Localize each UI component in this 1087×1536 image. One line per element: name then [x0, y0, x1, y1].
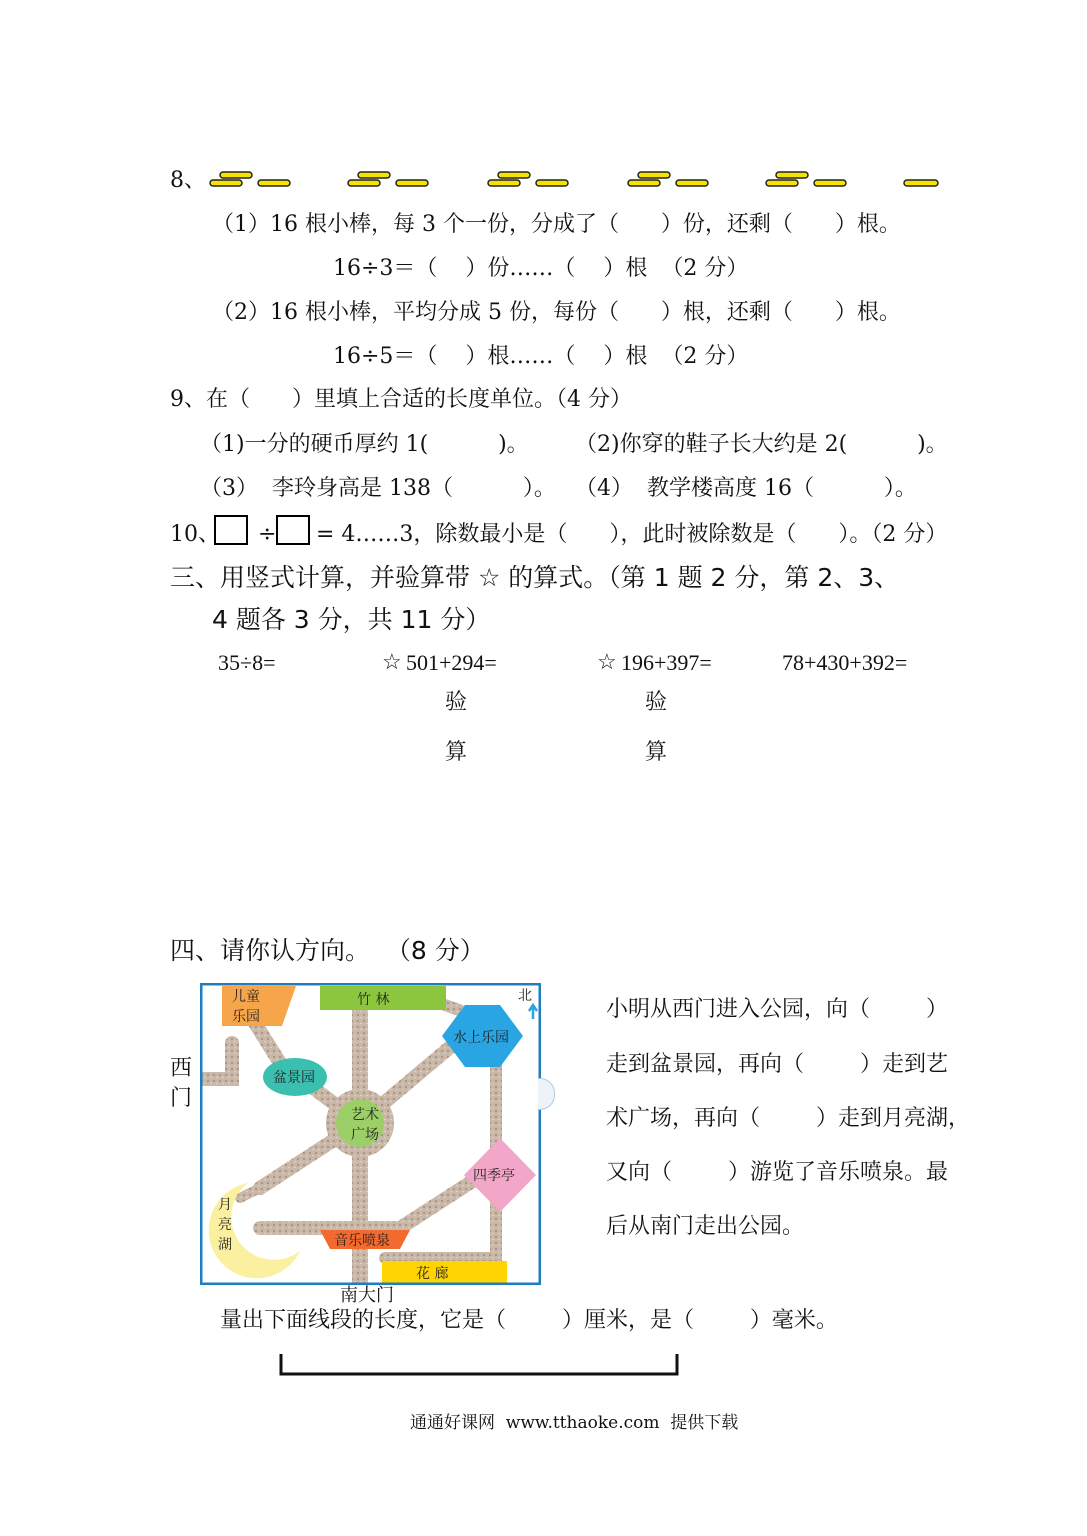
- q10-number: 10、: [170, 522, 220, 547]
- stick-group: [210, 172, 290, 186]
- section3-title-line2: 4 题各 3 分，共 11 分）: [212, 605, 491, 634]
- moon-lake-label: 月: [218, 1197, 232, 1213]
- q8-part2-equation: 16÷5＝（ ）根……（ ）根 （2 分）: [333, 344, 749, 369]
- west-gate-label: 西: [170, 1056, 193, 1081]
- fountain-label: 音乐喷泉: [334, 1233, 390, 1249]
- bamboo-label: 竹 林: [357, 992, 390, 1008]
- q8-part1: （1）16 根小棒，每 3 个一份，分成了（ ）份，还剩（ ）根。: [212, 212, 901, 237]
- q9-item-3: （3） 李玲身高是 138（ ）。: [200, 476, 556, 501]
- q9-item-2: （2)你穿的鞋子长大约是 2( )。: [575, 432, 948, 457]
- art-plaza-label: 广场: [351, 1127, 379, 1143]
- check-label: 验: [645, 690, 668, 715]
- q9-item-4: （4） 教学楼高度 16（ ）。: [575, 476, 917, 501]
- story-line: 小明从西门进入公园，向（ ）: [606, 997, 948, 1022]
- star-icon: ☆: [597, 650, 617, 675]
- footer-credit: 通通好课网 www.tthaoke.com 提供下载: [410, 1413, 739, 1433]
- park-map: [200, 983, 541, 1285]
- story-line: 走到盆景园，再向（ ）走到艺: [606, 1052, 948, 1077]
- division-sign: ÷: [258, 522, 277, 547]
- map-edge-decoration: [538, 1078, 555, 1110]
- moon-lake-label: 湖: [218, 1237, 232, 1253]
- measure-segment: [278, 1352, 682, 1378]
- problem-3: 196+397=: [621, 650, 712, 675]
- star-icon: ☆: [382, 650, 402, 675]
- single-stick: [904, 180, 938, 186]
- check-label: 算: [445, 740, 468, 765]
- q9-stem: 9、在（ ）里填上合适的长度单位。（4 分）: [170, 387, 632, 412]
- problem-2: 501+294=: [406, 650, 497, 675]
- stick-group: [348, 172, 428, 186]
- north-label: 北: [518, 988, 532, 1004]
- stick-group: [488, 172, 568, 186]
- water-park-label: 水上乐园: [453, 1030, 509, 1046]
- story-line: 又向（ ）游览了音乐喷泉。最: [606, 1160, 948, 1185]
- gallery-label: 花 廊: [416, 1266, 449, 1282]
- pavilion-label: 四季亭: [473, 1168, 515, 1184]
- kids-park-label: 乐园: [232, 1009, 260, 1025]
- q8-part2: （2）16 根小棒，平均分成 5 份，每份（ ）根，还剩（ ）根。: [212, 300, 901, 325]
- measure-question: 量出下面线段的长度，它是（ ）厘米，是（ ）毫米。: [220, 1308, 838, 1333]
- check-label: 验: [445, 690, 468, 715]
- stick-group: [766, 172, 846, 186]
- problem-1: 35÷8=: [218, 650, 276, 675]
- section3-title-line1: 三、用竖式计算，并验算带 ☆ 的算式。（第 1 题 2 分，第 2、3、: [170, 563, 900, 592]
- kids-park-label: 儿童: [232, 989, 260, 1005]
- divisor-box[interactable]: [276, 515, 310, 545]
- q9-item-1: （1)一分的硬币厚约 1( )。: [200, 432, 529, 457]
- moon-lake-label: 亮: [218, 1217, 232, 1233]
- stick-group: [628, 172, 708, 186]
- stick-groups: [200, 168, 960, 194]
- problem-4: 78+430+392=: [782, 650, 908, 675]
- check-label: 算: [645, 740, 668, 765]
- story-line: 后从南门走出公园。: [606, 1214, 805, 1239]
- art-plaza-label: 艺术: [351, 1107, 379, 1123]
- south-gate-label: 南大门: [340, 1285, 394, 1306]
- q8-part1-equation: 16÷3＝（ ）份……（ ）根 （2 分）: [333, 256, 749, 281]
- q10-text: = 4……3，除数最小是（ ），此时被除数是（ ）。（2 分）: [316, 522, 948, 547]
- story-line: 术广场，再向（ ）走到月亮湖，: [606, 1106, 970, 1131]
- section4-title: 四、请你认方向。 （8 分）: [170, 936, 485, 965]
- bonsai-label: 盆景园: [273, 1070, 315, 1086]
- q8-number: 8、: [170, 168, 206, 193]
- west-gate-label: 门: [170, 1086, 193, 1111]
- dividend-box[interactable]: [214, 515, 248, 545]
